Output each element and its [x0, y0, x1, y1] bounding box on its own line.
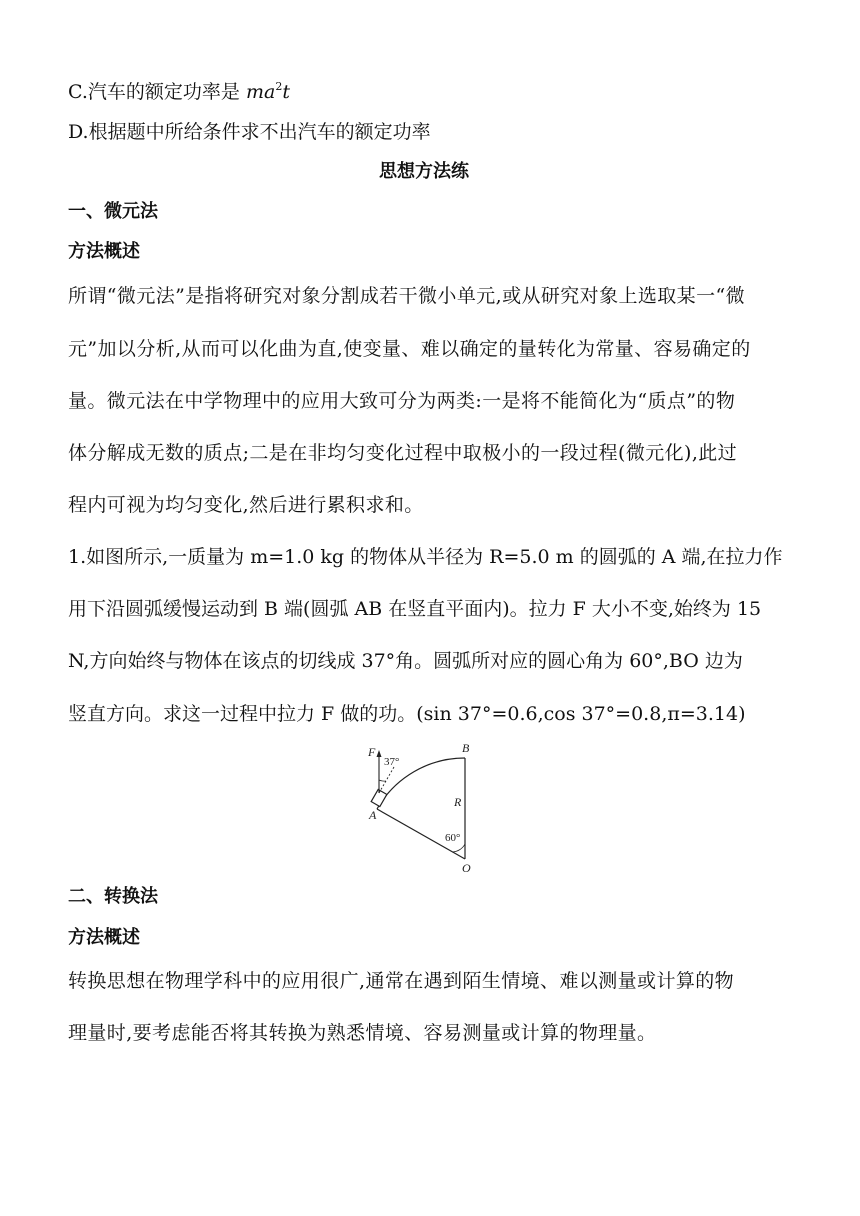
problem-line: 竖直方向。求这一过程中拉力 F 做的功。(sin 37°=0.6,cos 37°=0.8,π=3.14)	[68, 703, 746, 725]
option-c: C.汽车的额定功率是 $ma^2t$	[68, 80, 290, 103]
problem-line: 1.如图所示,一质量为 m=1.0 kg 的物体从半径为 R=5.0 m 的圆弧的 A 端,在拉力作	[68, 546, 783, 568]
angle-37-label: 37°	[384, 756, 400, 768]
method1-para-line: 元”加以分析,从而可以化曲为直,使变量、难以确定的量转化为常量、容易确定的	[68, 338, 751, 360]
label-a: A	[369, 808, 377, 822]
arc-diagram	[362, 740, 482, 876]
angle-60-label: 60°	[445, 832, 461, 844]
problem-line: N,方向始终与物体在该点的切线成 37°角。圆弧所对应的圆心角为 60°,BO 边为	[68, 650, 743, 672]
problem-line: 用下沿圆弧缓慢运动到 B 端(圆弧 AB 在竖直平面内)。拉力 F 大小不变,始终为 15	[68, 598, 762, 620]
method1-para-line: 程内可视为均匀变化,然后进行累积求和。	[68, 494, 424, 516]
method1-subheading: 方法概述	[68, 241, 140, 262]
method1-para-line: 所谓“微元法”是指将研究对象分割成若干微小单元,或从研究对象上选取某一“微	[68, 285, 745, 307]
method2-para-line: 理量时,要考虑能否将其转换为熟悉情境、容易测量或计算的物理量。	[68, 1022, 657, 1044]
label-f: F	[368, 745, 376, 759]
section-title: 思想方法练	[379, 161, 469, 182]
label-r: R	[454, 795, 462, 809]
method1-heading: 一、微元法	[68, 201, 158, 222]
method2-para-line: 转换思想在物理学科中的应用很广,通常在遇到陌生情境、难以测量或计算的物	[68, 970, 735, 992]
option-d: D.根据题中所给条件求不出汽车的额定功率	[68, 121, 431, 143]
label-o: O	[462, 861, 471, 875]
method2-heading: 二、转换法	[68, 886, 158, 907]
label-b: B	[462, 741, 470, 755]
method1-para-line: 体分解成无数的质点;二是在非均匀变化过程中取极小的一段过程(微元化),此过	[68, 442, 738, 464]
method2-subheading: 方法概述	[68, 927, 140, 948]
method1-para-line: 量。微元法在中学物理中的应用大致可分为两类:一是将不能简化为“质点”的物	[68, 390, 736, 412]
